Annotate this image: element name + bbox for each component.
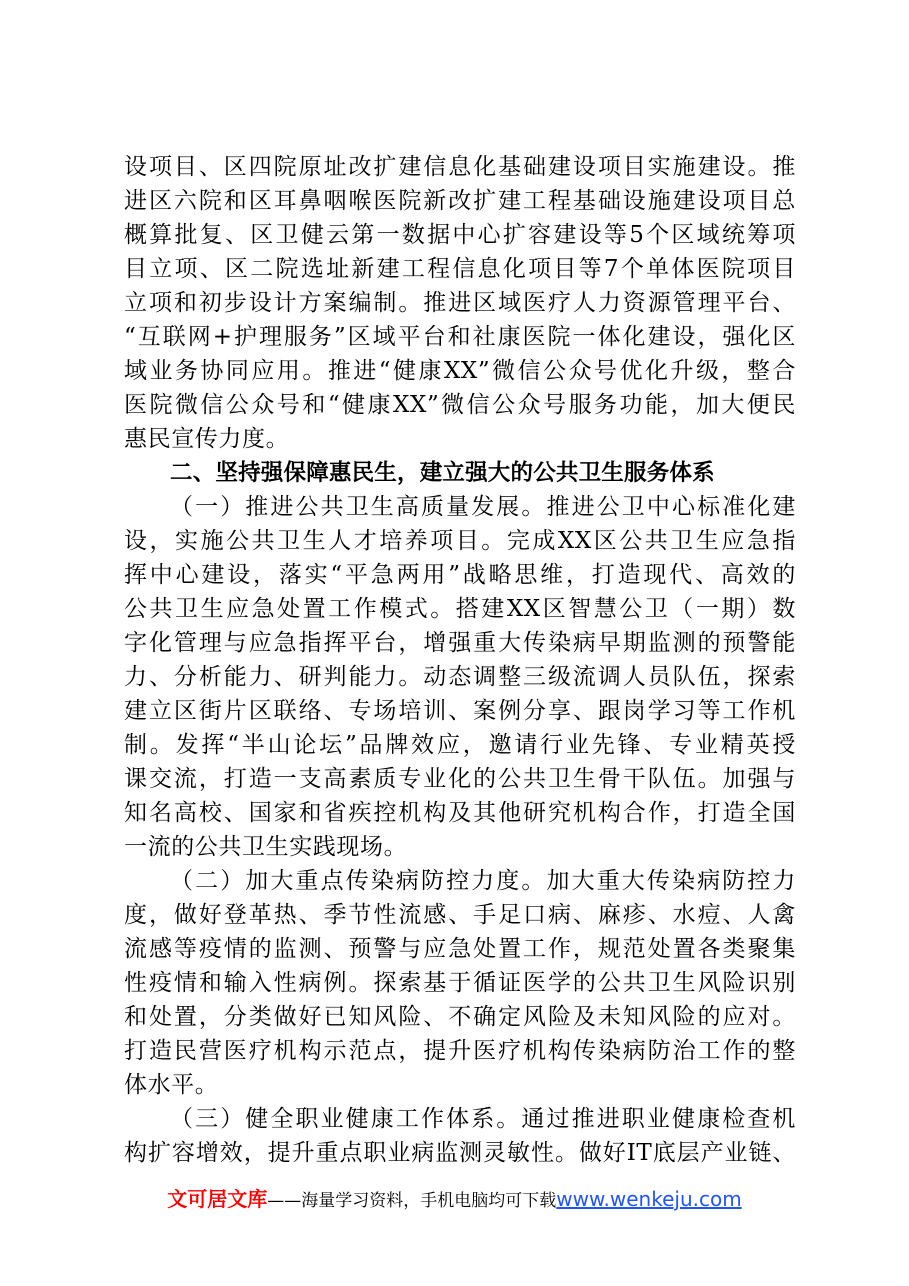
footer-brand: 文可居文库: [167, 1187, 268, 1211]
body-line: 打造民营医疗机构示范点，提升医疗机构传染病防治工作的整: [124, 1038, 796, 1064]
body-line: 设，实施公共卫生人才培养项目。完成XX区公共卫生应急指: [124, 528, 796, 554]
document-body: [124, 150, 796, 1170]
body-line: 构扩容增效，提升重点职业病监测灵敏性。做好IT底层产业链、: [124, 1140, 796, 1166]
body-line: 体水平。: [124, 1072, 219, 1098]
subsection-line: （三）健全职业健康工作体系。通过推进职业健康检查机: [170, 1106, 796, 1132]
subsection-line: （一）推进公共卫生高质量发展。推进公卫中心标准化建: [170, 494, 796, 520]
body-line: 性疫情和输入性病例。探索基于循证医学的公共卫生风险识别: [124, 970, 796, 996]
body-line: 目立项、区二院选址新建工程信息化项目等7个单体医院项目: [124, 256, 796, 282]
footer-link[interactable]: www.wenkeju.com: [556, 1187, 742, 1211]
body-line: 公共卫生应急处置工作模式。搭建XX区智慧公卫（一期）数: [124, 596, 796, 622]
body-line: 一流的公共卫生实践现场。: [124, 834, 408, 860]
body-line: 流感等疫情的监测、预警与应急处置工作，规范处置各类聚集: [124, 936, 796, 962]
body-line: 力、分析能力、研判能力。动态调整三级流调人员队伍，探索: [124, 664, 796, 690]
body-line: 课交流，打造一支高素质专业化的公共卫生骨干队伍。加强与: [124, 766, 796, 792]
body-line: 概算批复、区卫健云第一数据中心扩容建设等5个区域统筹项: [124, 222, 796, 248]
body-line: 设项目、区四院原址改扩建信息化基础建设项目实施建设。推: [124, 154, 796, 180]
body-line: 医院微信公众号和“健康XX”微信公众号服务功能，加大便民: [124, 392, 796, 418]
body-line: 制。发挥“半山论坛”品牌效应，邀请行业先锋、专业精英授: [124, 732, 796, 758]
footer-tagline: ——海量学习资料，手机电脑均可下载: [267, 1191, 557, 1211]
body-line: 域业务协同应用。推进“健康XX”微信公众号优化升级，整合: [124, 358, 796, 384]
section-heading: 二、坚持强保障惠民生，建立强大的公共卫生服务体系: [170, 460, 715, 486]
body-line: 字化管理与应急指挥平台，增强重大传染病早期监测的预警能: [124, 630, 796, 656]
body-line: 和处置，分类做好已知风险、不确定风险及未知风险的应对。: [124, 1004, 796, 1030]
body-line: “互联网+护理服务”区域平台和社康医院一体化建设，强化区: [124, 324, 796, 350]
body-line: 惠民宣传力度。: [124, 426, 290, 452]
body-line: 进区六院和区耳鼻咽喉医院新改扩建工程基础设施建设项目总: [124, 188, 796, 214]
body-line: 立项和初步设计方案编制。推进区域医疗人力资源管理平台、: [124, 290, 796, 316]
footer-banner: [0, 1183, 909, 1212]
body-line: 度，做好登革热、季节性流感、手足口病、麻疹、水痘、人禽: [124, 902, 796, 928]
body-line: 挥中心建设，落实“平急两用”战略思维，打造现代、高效的: [124, 562, 796, 588]
subsection-line: （二）加大重点传染病防控力度。加大重大传染病防控力: [170, 868, 796, 894]
body-line: 知名高校、国家和省疾控机构及其他研究机构合作，打造全国: [124, 800, 796, 826]
body-line: 建立区街片区联络、专场培训、案例分享、跟岗学习等工作机: [124, 698, 796, 724]
